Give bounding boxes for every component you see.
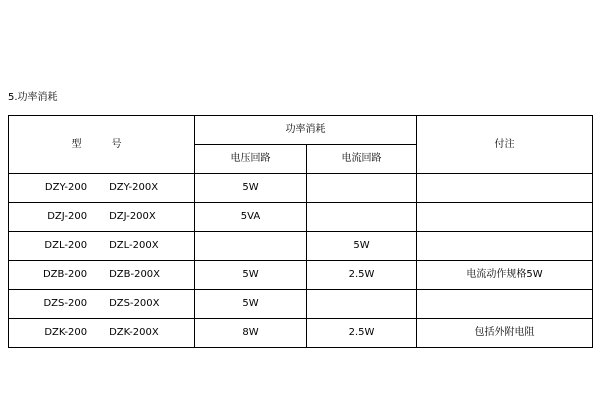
cell-note — [417, 174, 593, 203]
model-secondary: DZB-200X — [109, 269, 161, 280]
cell-model — [9, 203, 195, 232]
model-primary: DZS-200 — [43, 298, 88, 309]
header-model — [9, 116, 195, 174]
cell-voltage: 5W — [195, 174, 307, 203]
cell-voltage: 5W — [195, 261, 307, 290]
table-row — [9, 319, 593, 348]
cell-current — [307, 203, 417, 232]
cell-model — [9, 232, 195, 261]
table-row — [9, 261, 593, 290]
cell-model — [9, 290, 195, 319]
cell-voltage — [195, 232, 307, 261]
header-note: 付注 — [417, 116, 593, 174]
model-secondary: DZL-200X — [109, 240, 159, 251]
table-row — [9, 203, 593, 232]
cell-current — [307, 174, 417, 203]
power-consumption-table — [8, 115, 593, 348]
cell-voltage: 5W — [195, 290, 307, 319]
cell-note — [417, 203, 593, 232]
cell-voltage: 8W — [195, 319, 307, 348]
table-row — [9, 232, 593, 261]
model-primary: DZJ-200 — [47, 211, 88, 222]
cell-model — [9, 319, 195, 348]
model-secondary: DZS-200X — [109, 298, 160, 309]
table-header-row-top — [9, 116, 593, 145]
cell-voltage: 5VA — [195, 203, 307, 232]
header-current-circuit: 电流回路 — [307, 145, 417, 174]
model-secondary: DZK-200X — [109, 327, 159, 338]
cell-note: 电流动作规格5W — [417, 261, 593, 290]
model-primary: DZB-200 — [42, 269, 88, 280]
cell-model — [9, 174, 195, 203]
model-primary: DZL-200 — [44, 240, 88, 251]
model-secondary: DZJ-200X — [109, 211, 156, 222]
table-row — [9, 290, 593, 319]
cell-model — [9, 261, 195, 290]
table-row — [9, 174, 593, 203]
model-secondary: DZY-200X — [109, 182, 159, 193]
header-model-label: 型 号 — [71, 138, 132, 150]
cell-note — [417, 232, 593, 261]
cell-note — [417, 290, 593, 319]
header-power-consumption: 功率消耗 — [195, 116, 417, 145]
header-voltage-circuit: 电压回路 — [195, 145, 307, 174]
model-primary: DZK-200 — [44, 327, 88, 338]
spec-table-container — [8, 115, 592, 348]
model-primary: DZY-200 — [44, 182, 88, 193]
cell-current: 2.5W — [307, 319, 417, 348]
cell-current: 2.5W — [307, 261, 417, 290]
cell-current: 5W — [307, 232, 417, 261]
cell-note: 包括外附电阻 — [417, 319, 593, 348]
section-title: 5.功率消耗 — [8, 92, 58, 103]
cell-current — [307, 290, 417, 319]
